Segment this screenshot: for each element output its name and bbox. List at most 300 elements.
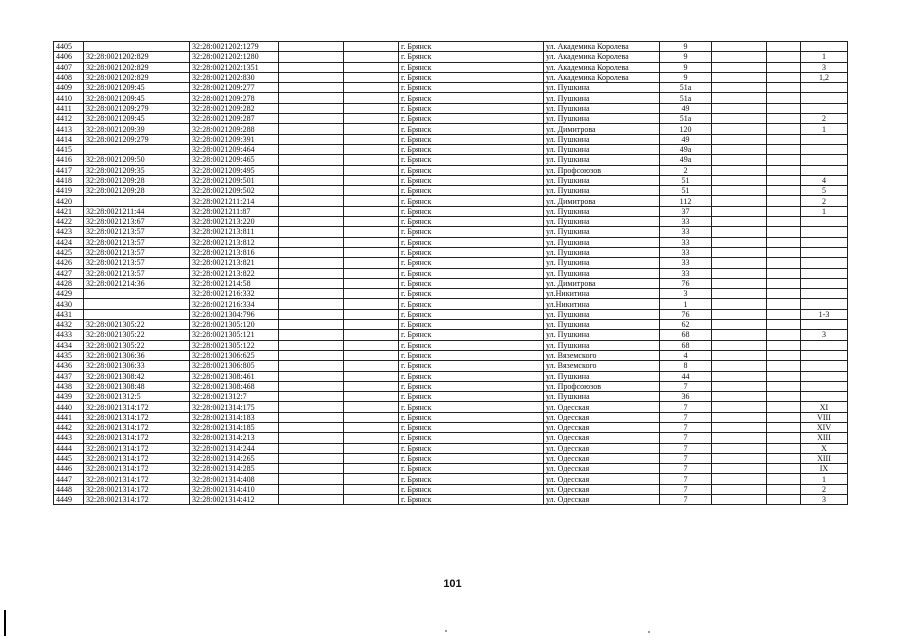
cell-empty	[767, 186, 801, 196]
cell-house-number: 120	[660, 124, 712, 134]
table-row	[54, 484, 848, 494]
cell-record-number: 4443	[54, 433, 84, 443]
cell-city: г. Брянск	[399, 93, 544, 103]
cell-street: ул. Пушкина	[544, 103, 660, 113]
cell-cadastral-number: 32:28:0021305:120	[190, 320, 279, 330]
cell-street: ул. Академика Королева	[544, 52, 660, 62]
table-row	[54, 495, 848, 505]
cell-apartment: 1	[801, 124, 848, 134]
cell-city: г. Брянск	[399, 217, 544, 227]
cell-apartment: 4	[801, 175, 848, 185]
table-row	[54, 93, 848, 103]
cell-empty	[767, 134, 801, 144]
cell-street: ул. Пушкина	[544, 247, 660, 257]
cell-cadastral-number: 32:28:0021306:805	[190, 361, 279, 371]
cell-empty	[344, 227, 399, 237]
cell-apartment: 3	[801, 330, 848, 340]
cell-house-number: 7	[660, 422, 712, 432]
cell-street: ул. Одесская	[544, 433, 660, 443]
cell-parent-cadastral-number: 32:28:0021209:28	[84, 175, 190, 185]
cell-cadastral-number: 32:28:0021202:1279	[190, 42, 279, 52]
table-row	[54, 83, 848, 93]
table-row	[54, 381, 848, 391]
cell-city: г. Брянск	[399, 247, 544, 257]
cell-street: ул. Пушкина	[544, 206, 660, 216]
cell-house-number: 3	[660, 289, 712, 299]
table-row	[54, 155, 848, 165]
table-row	[54, 72, 848, 82]
cell-record-number: 4434	[54, 340, 84, 350]
cell-record-number: 4444	[54, 443, 84, 453]
cell-empty	[344, 268, 399, 278]
cell-empty	[344, 62, 399, 72]
cell-street: ул. Одесская	[544, 495, 660, 505]
cell-record-number: 4446	[54, 464, 84, 474]
cell-empty	[344, 124, 399, 134]
cell-empty	[767, 361, 801, 371]
cell-cadastral-number: 32:28:0021216:334	[190, 299, 279, 309]
cell-empty	[344, 402, 399, 412]
cell-empty	[344, 340, 399, 350]
cell-parent-cadastral-number: 32:28:0021213:57	[84, 227, 190, 237]
cell-parent-cadastral-number: 32:28:0021209:45	[84, 93, 190, 103]
cell-house-number: 7	[660, 495, 712, 505]
cell-cadastral-number: 32:28:0021306:625	[190, 350, 279, 360]
cell-cadastral-number: 32:28:0021213:816	[190, 247, 279, 257]
cell-city: г. Брянск	[399, 320, 544, 330]
cell-empty	[767, 402, 801, 412]
cell-street: ул. Пушкина	[544, 371, 660, 381]
cell-empty	[279, 186, 344, 196]
cell-street: ул. Пушкина	[544, 268, 660, 278]
table-row	[54, 114, 848, 124]
cell-record-number: 4432	[54, 320, 84, 330]
cell-parent-cadastral-number	[84, 42, 190, 52]
cell-house-number: 49а	[660, 155, 712, 165]
cell-city: г. Брянск	[399, 392, 544, 402]
cell-empty	[344, 309, 399, 319]
cell-apartment: IX	[801, 464, 848, 474]
cell-empty	[279, 320, 344, 330]
cell-empty	[712, 443, 767, 453]
cell-cadastral-number: 32:28:0021209:288	[190, 124, 279, 134]
cell-cadastral-number: 32:28:0021314:213	[190, 433, 279, 443]
cell-empty	[712, 144, 767, 154]
cell-record-number: 4408	[54, 72, 84, 82]
cell-empty	[712, 196, 767, 206]
cell-parent-cadastral-number: 32:28:0021314:172	[84, 453, 190, 463]
cell-city: г. Брянск	[399, 124, 544, 134]
cell-record-number: 4416	[54, 155, 84, 165]
cell-street: ул. Одесская	[544, 464, 660, 474]
table-row	[54, 278, 848, 288]
cell-street: ул. Одесская	[544, 453, 660, 463]
cell-apartment: XIII	[801, 433, 848, 443]
table-row	[54, 217, 848, 227]
cell-empty	[767, 464, 801, 474]
cell-street: ул. Пушкина	[544, 186, 660, 196]
cell-cadastral-number: 32:28:0021314:175	[190, 402, 279, 412]
cell-empty	[344, 412, 399, 422]
cell-apartment	[801, 93, 848, 103]
cell-apartment: X	[801, 443, 848, 453]
cell-empty	[279, 330, 344, 340]
cell-cadastral-number: 32:28:0021209:277	[190, 83, 279, 93]
cell-city: г. Брянск	[399, 83, 544, 93]
cell-parent-cadastral-number: 32:28:0021314:172	[84, 495, 190, 505]
cell-empty	[712, 165, 767, 175]
cell-empty	[767, 155, 801, 165]
table-row	[54, 206, 848, 216]
cell-empty	[344, 206, 399, 216]
cell-empty	[279, 144, 344, 154]
cell-apartment	[801, 361, 848, 371]
cell-empty	[279, 42, 344, 52]
cell-city: г. Брянск	[399, 443, 544, 453]
cell-city: г. Брянск	[399, 62, 544, 72]
table-row	[54, 52, 848, 62]
cell-house-number: 7	[660, 484, 712, 494]
cell-empty	[279, 165, 344, 175]
cell-empty	[712, 62, 767, 72]
cell-empty	[279, 381, 344, 391]
cell-cadastral-number: 32:28:0021216:332	[190, 289, 279, 299]
cell-empty	[712, 402, 767, 412]
cell-record-number: 4428	[54, 278, 84, 288]
cell-apartment	[801, 134, 848, 144]
cell-city: г. Брянск	[399, 495, 544, 505]
cell-city: г. Брянск	[399, 453, 544, 463]
cell-apartment: 1	[801, 52, 848, 62]
cell-house-number: 33	[660, 268, 712, 278]
cell-apartment: 3	[801, 62, 848, 72]
cell-record-number: 4420	[54, 196, 84, 206]
cell-city: г. Брянск	[399, 371, 544, 381]
cell-empty	[279, 72, 344, 82]
cell-street: ул. Одесская	[544, 422, 660, 432]
cell-cadastral-number: 32:28:0021209:464	[190, 144, 279, 154]
cell-apartment: XI	[801, 402, 848, 412]
table-row	[54, 320, 848, 330]
cell-empty	[712, 83, 767, 93]
cell-empty	[712, 371, 767, 381]
cell-parent-cadastral-number: 32:28:0021305:22	[84, 330, 190, 340]
cell-city: г. Брянск	[399, 155, 544, 165]
cell-empty	[712, 381, 767, 391]
cell-empty	[279, 299, 344, 309]
cell-empty	[767, 474, 801, 484]
cell-empty	[344, 495, 399, 505]
cell-cadastral-number: 32:28:0021214:58	[190, 278, 279, 288]
cell-apartment	[801, 320, 848, 330]
cell-empty	[279, 206, 344, 216]
cell-cadastral-number: 32:28:0021305:122	[190, 340, 279, 350]
cell-empty	[767, 268, 801, 278]
cell-city: г. Брянск	[399, 52, 544, 62]
cell-record-number: 4438	[54, 381, 84, 391]
cell-cadastral-number: 32:28:0021304:796	[190, 309, 279, 319]
cell-empty	[279, 278, 344, 288]
cell-street: ул. Академика Королева	[544, 72, 660, 82]
cell-street: ул. Пушкина	[544, 134, 660, 144]
cell-apartment	[801, 340, 848, 350]
cell-city: г. Брянск	[399, 175, 544, 185]
cell-cadastral-number: 32:28:0021305:121	[190, 330, 279, 340]
cell-house-number: 49	[660, 134, 712, 144]
cell-cadastral-number: 32:28:0021314:408	[190, 474, 279, 484]
cell-parent-cadastral-number: 32:28:0021209:45	[84, 114, 190, 124]
cell-parent-cadastral-number: 32:28:0021306:36	[84, 350, 190, 360]
cell-house-number: 51	[660, 186, 712, 196]
cell-city: г. Брянск	[399, 402, 544, 412]
cell-empty	[767, 83, 801, 93]
cell-empty	[767, 227, 801, 237]
cell-record-number: 4406	[54, 52, 84, 62]
cell-street: ул. Пушкина	[544, 93, 660, 103]
cell-empty	[344, 175, 399, 185]
cell-cadastral-number: 32:28:0021209:495	[190, 165, 279, 175]
cell-empty	[767, 52, 801, 62]
cell-city: г. Брянск	[399, 165, 544, 175]
cell-empty	[279, 237, 344, 247]
cell-parent-cadastral-number: 32:28:0021213:57	[84, 237, 190, 247]
cell-apartment: VIII	[801, 412, 848, 422]
cell-apartment	[801, 381, 848, 391]
cell-apartment: XIII	[801, 453, 848, 463]
cell-empty	[712, 175, 767, 185]
cell-city: г. Брянск	[399, 114, 544, 124]
cell-street: ул. Пушкина	[544, 237, 660, 247]
cell-street: ул. Академика Королева	[544, 62, 660, 72]
cell-house-number: 7	[660, 443, 712, 453]
cell-empty	[344, 42, 399, 52]
cell-empty	[767, 144, 801, 154]
cell-empty	[767, 114, 801, 124]
cell-record-number: 4422	[54, 217, 84, 227]
cell-empty	[767, 206, 801, 216]
cell-city: г. Брянск	[399, 330, 544, 340]
cell-city: г. Брянск	[399, 474, 544, 484]
cell-empty	[279, 124, 344, 134]
cell-empty	[279, 340, 344, 350]
cell-street: ул. Димитрова	[544, 124, 660, 134]
cell-city: г. Брянск	[399, 484, 544, 494]
cell-record-number: 4435	[54, 350, 84, 360]
cell-parent-cadastral-number	[84, 289, 190, 299]
cell-empty	[279, 289, 344, 299]
cell-record-number: 4442	[54, 422, 84, 432]
cell-house-number: 8	[660, 361, 712, 371]
cell-apartment	[801, 237, 848, 247]
cell-cadastral-number: 32:28:0021213:821	[190, 258, 279, 268]
cell-street: ул. Пушкина	[544, 217, 660, 227]
table-row	[54, 196, 848, 206]
cell-empty	[344, 247, 399, 257]
table-row	[54, 412, 848, 422]
cell-empty	[279, 350, 344, 360]
cell-empty	[279, 453, 344, 463]
cell-cadastral-number: 32:28:0021314:265	[190, 453, 279, 463]
cell-empty	[712, 103, 767, 113]
cell-house-number: 51а	[660, 93, 712, 103]
cell-cadastral-number: 32:28:0021202:1351	[190, 62, 279, 72]
cell-empty	[279, 402, 344, 412]
cell-record-number: 4431	[54, 309, 84, 319]
cell-street: ул.Никитина	[544, 289, 660, 299]
cell-city: г. Брянск	[399, 278, 544, 288]
table-row	[54, 186, 848, 196]
cell-apartment: 2	[801, 114, 848, 124]
cell-empty	[767, 165, 801, 175]
cell-apartment: 5	[801, 186, 848, 196]
cell-house-number: 7	[660, 464, 712, 474]
cell-empty	[712, 320, 767, 330]
cell-empty	[279, 247, 344, 257]
cell-empty	[712, 42, 767, 52]
cell-cadastral-number: 32:28:0021314:244	[190, 443, 279, 453]
cell-house-number: 9	[660, 72, 712, 82]
cell-empty	[279, 422, 344, 432]
cell-empty	[344, 93, 399, 103]
cell-street: ул. Пушкина	[544, 340, 660, 350]
cell-cadastral-number: 32:28:0021213:812	[190, 237, 279, 247]
table-row	[54, 464, 848, 474]
cell-empty	[712, 72, 767, 82]
cell-empty	[712, 258, 767, 268]
cell-parent-cadastral-number: 32:28:0021213:57	[84, 247, 190, 257]
cell-house-number: 76	[660, 278, 712, 288]
cell-parent-cadastral-number: 32:28:0021314:172	[84, 402, 190, 412]
cell-street: ул. Вяземского	[544, 361, 660, 371]
cell-cadastral-number: 32:28:0021202:1280	[190, 52, 279, 62]
table-row	[54, 42, 848, 52]
cell-apartment	[801, 392, 848, 402]
cell-empty	[279, 227, 344, 237]
cell-street: ул. Пушкина	[544, 144, 660, 154]
cell-empty	[767, 217, 801, 227]
cell-apartment: 2	[801, 196, 848, 206]
cell-empty	[712, 52, 767, 62]
cell-empty	[767, 453, 801, 463]
cell-cadastral-number: 32:28:0021308:461	[190, 371, 279, 381]
table-row	[54, 340, 848, 350]
cell-street: ул. Пушкина	[544, 330, 660, 340]
cell-empty	[279, 103, 344, 113]
cell-record-number: 4429	[54, 289, 84, 299]
cell-apartment: XIV	[801, 422, 848, 432]
cell-empty	[767, 412, 801, 422]
cell-record-number: 4418	[54, 175, 84, 185]
cell-empty	[712, 217, 767, 227]
cell-parent-cadastral-number: 32:28:0021209:279	[84, 134, 190, 144]
cell-city: г. Брянск	[399, 433, 544, 443]
cell-city: г. Брянск	[399, 227, 544, 237]
table-row	[54, 62, 848, 72]
cell-record-number: 4433	[54, 330, 84, 340]
cell-empty	[767, 299, 801, 309]
cell-cadastral-number: 32:28:0021213:220	[190, 217, 279, 227]
cell-street: ул. Пушкина	[544, 258, 660, 268]
cell-empty	[279, 464, 344, 474]
cell-empty	[344, 474, 399, 484]
cell-empty	[712, 361, 767, 371]
cell-house-number: 36	[660, 392, 712, 402]
cell-empty	[344, 361, 399, 371]
cell-house-number: 51а	[660, 114, 712, 124]
scan-dot-mark	[445, 630, 447, 632]
cell-apartment: 1,2	[801, 72, 848, 82]
cell-empty	[712, 350, 767, 360]
cell-empty	[279, 371, 344, 381]
cell-empty	[279, 52, 344, 62]
document-sheet	[53, 41, 848, 505]
cell-city: г. Брянск	[399, 134, 544, 144]
table-row	[54, 237, 848, 247]
cell-house-number: 7	[660, 433, 712, 443]
cell-empty	[712, 474, 767, 484]
cell-empty	[279, 93, 344, 103]
page-number: 101	[443, 578, 462, 590]
cell-empty	[712, 330, 767, 340]
cell-street: ул. Димитрова	[544, 196, 660, 206]
table-row	[54, 258, 848, 268]
cell-parent-cadastral-number: 32:28:0021209:28	[84, 186, 190, 196]
cell-empty	[344, 330, 399, 340]
cell-street: ул. Пушкина	[544, 320, 660, 330]
cell-house-number: 2	[660, 165, 712, 175]
cell-empty	[767, 175, 801, 185]
cell-empty	[767, 278, 801, 288]
cell-empty	[767, 392, 801, 402]
cell-empty	[279, 83, 344, 93]
cell-apartment	[801, 155, 848, 165]
cell-parent-cadastral-number: 32:28:0021209:45	[84, 83, 190, 93]
cell-empty	[712, 422, 767, 432]
cell-empty	[712, 247, 767, 257]
scan-edge-mark	[4, 610, 6, 636]
table-row	[54, 453, 848, 463]
cell-empty	[279, 309, 344, 319]
cell-house-number: 9	[660, 62, 712, 72]
cell-empty	[712, 484, 767, 494]
cell-empty	[712, 93, 767, 103]
cell-city: г. Брянск	[399, 289, 544, 299]
cell-house-number: 33	[660, 217, 712, 227]
table-row	[54, 268, 848, 278]
cell-cadastral-number: 32:28:0021209:282	[190, 103, 279, 113]
cell-house-number: 33	[660, 227, 712, 237]
cell-apartment	[801, 42, 848, 52]
cell-empty	[712, 186, 767, 196]
cell-parent-cadastral-number: 32:28:0021213:57	[84, 268, 190, 278]
cell-record-number: 4449	[54, 495, 84, 505]
cell-house-number: 33	[660, 237, 712, 247]
table-row	[54, 103, 848, 113]
cell-record-number: 4436	[54, 361, 84, 371]
cell-empty	[279, 258, 344, 268]
cell-empty	[279, 155, 344, 165]
table-row	[54, 299, 848, 309]
cell-empty	[767, 371, 801, 381]
cell-empty	[712, 237, 767, 247]
cell-parent-cadastral-number	[84, 144, 190, 154]
cell-record-number: 4440	[54, 402, 84, 412]
cell-empty	[767, 495, 801, 505]
cell-cadastral-number: 32:28:0021213:811	[190, 227, 279, 237]
cell-street: ул. Пушкина	[544, 227, 660, 237]
table-row	[54, 165, 848, 175]
cell-empty	[767, 258, 801, 268]
